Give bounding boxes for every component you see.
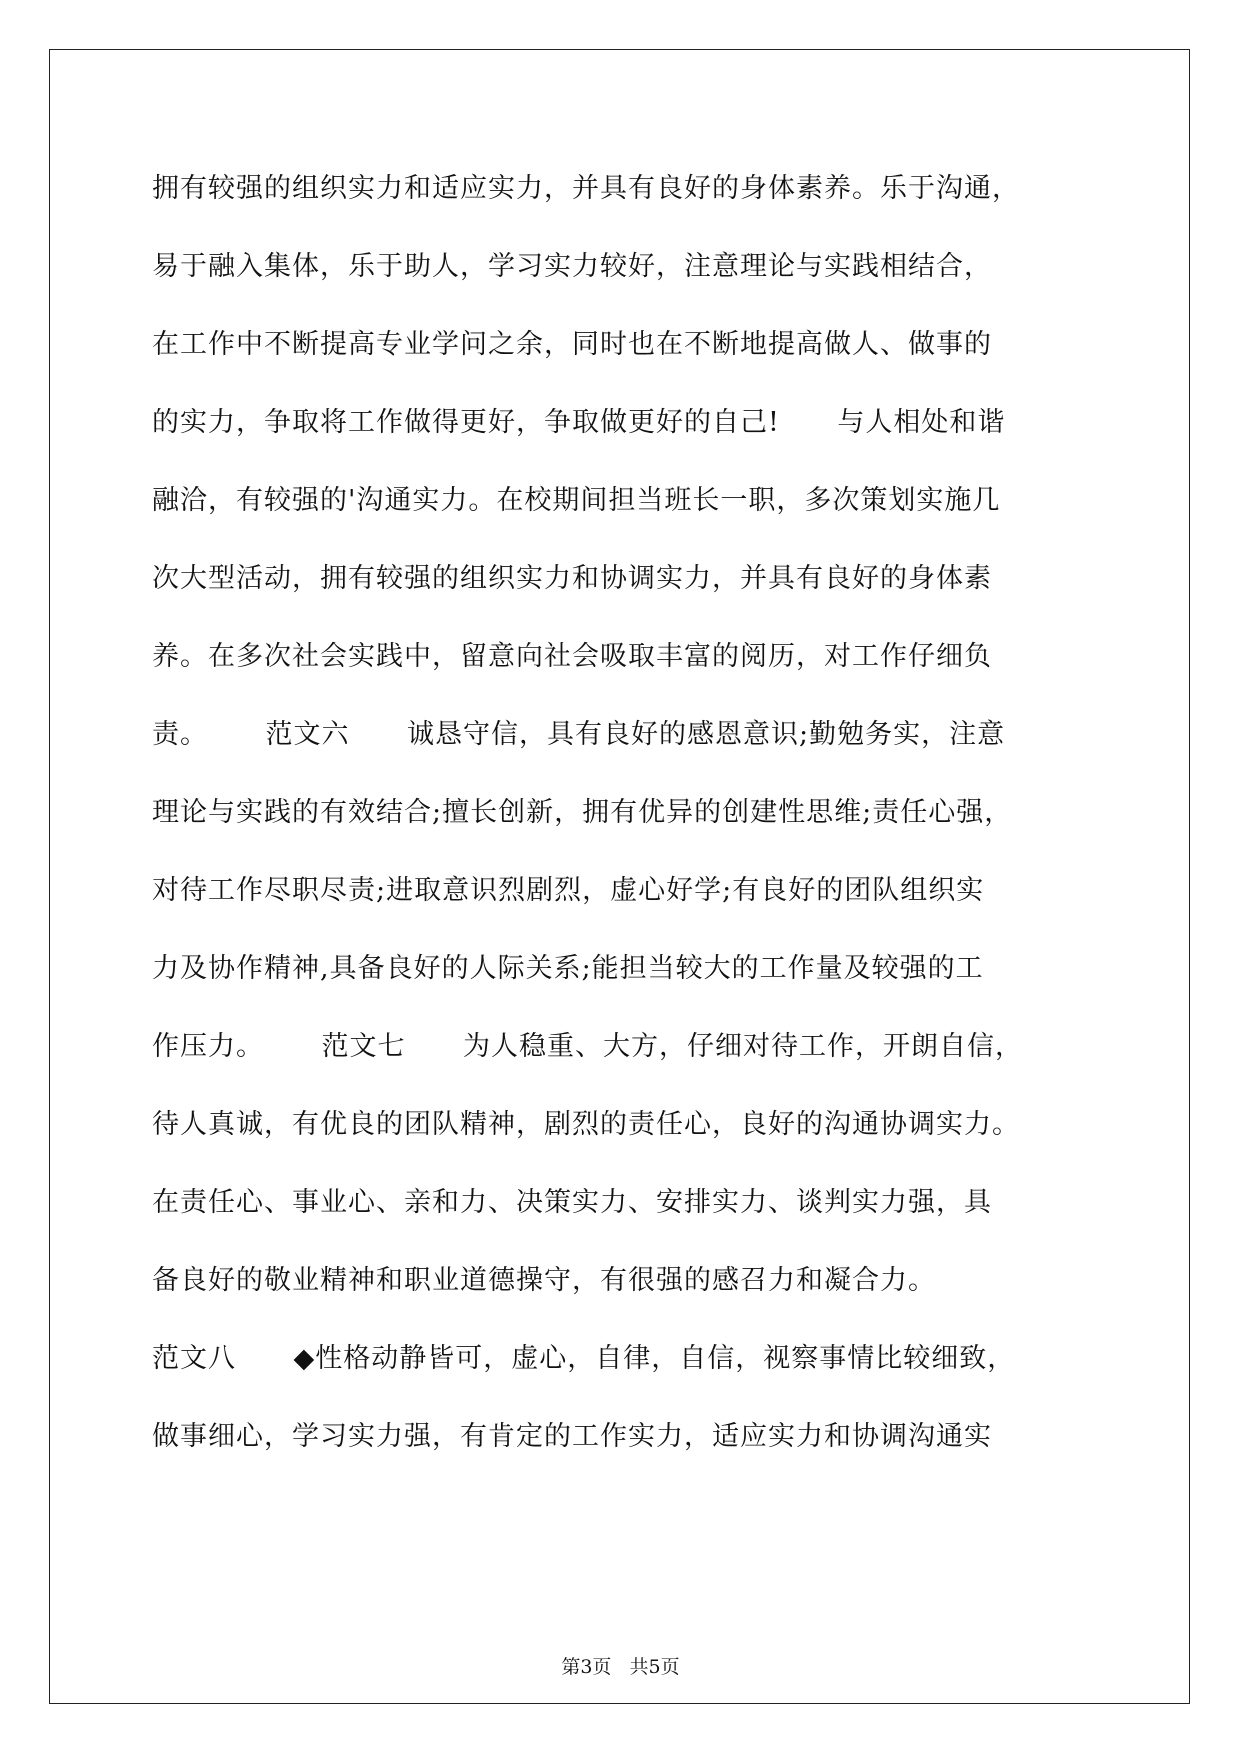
text-line: 作压力。 范文七 为人稳重、大方，仔细对待工作，开朗自信，	[152, 1031, 1023, 1062]
text-line: 待人真诚，有优良的团队精神，剧烈的责任心，良好的沟通协调实力。	[152, 1109, 1020, 1140]
page-number-footer: 第3页 共5页	[561, 1656, 680, 1678]
document-body	[152, 150, 1112, 1476]
text-line: 次大型活动，拥有较强的组织实力和协调实力，并具有良好的身体素	[152, 563, 992, 594]
text-line: 拥有较强的组织实力和适应实力，并具有良好的身体素养。乐于沟通，	[152, 173, 1020, 204]
text-line: 的实力，争取将工作做得更好，争取做更好的自己! 与人相处和谐	[152, 407, 1006, 438]
text-line: 理论与实践的有效结合;擅长创新，拥有优异的创建性思维;责任心强，	[152, 797, 1013, 828]
text-line: 做事细心，学习实力强，有肯定的工作实力，适应实力和协调沟通实	[152, 1421, 992, 1452]
text-line: 对待工作尽职尽责;进取意识烈剧烈，虚心好学;有良好的团队组织实	[152, 875, 985, 906]
text-line: 在责任心、事业心、亲和力、决策实力、安排实力、谈判实力强，具	[152, 1187, 992, 1218]
text-line: 范文八 ◆性格动静皆可，虚心，自律，自信，视察事情比较细致，	[152, 1343, 1016, 1374]
text-line: 在工作中不断提高专业学问之余，同时也在不断地提高做人、做事的	[152, 329, 992, 360]
text-line: 备良好的敬业精神和职业道德操守，有很强的感召力和凝合力。	[152, 1265, 936, 1296]
text-line: 易于融入集体，乐于助人，学习实力较好，注意理论与实践相结合，	[152, 251, 992, 282]
text-line: 力及协作精神,具备良好的人际关系;能担当较大的工作量及较强的工	[152, 953, 984, 984]
text-line: 融洽，有较强的'沟通实力。在校期间担当班长一职，多次策划实施几	[152, 485, 1001, 516]
text-line: 养。在多次社会实践中，留意向社会吸取丰富的阅历，对工作仔细负	[152, 641, 992, 672]
text-line: 责。 范文六 诚恳守信，具有良好的感恩意识;勤勉务实，注意	[152, 719, 1006, 750]
